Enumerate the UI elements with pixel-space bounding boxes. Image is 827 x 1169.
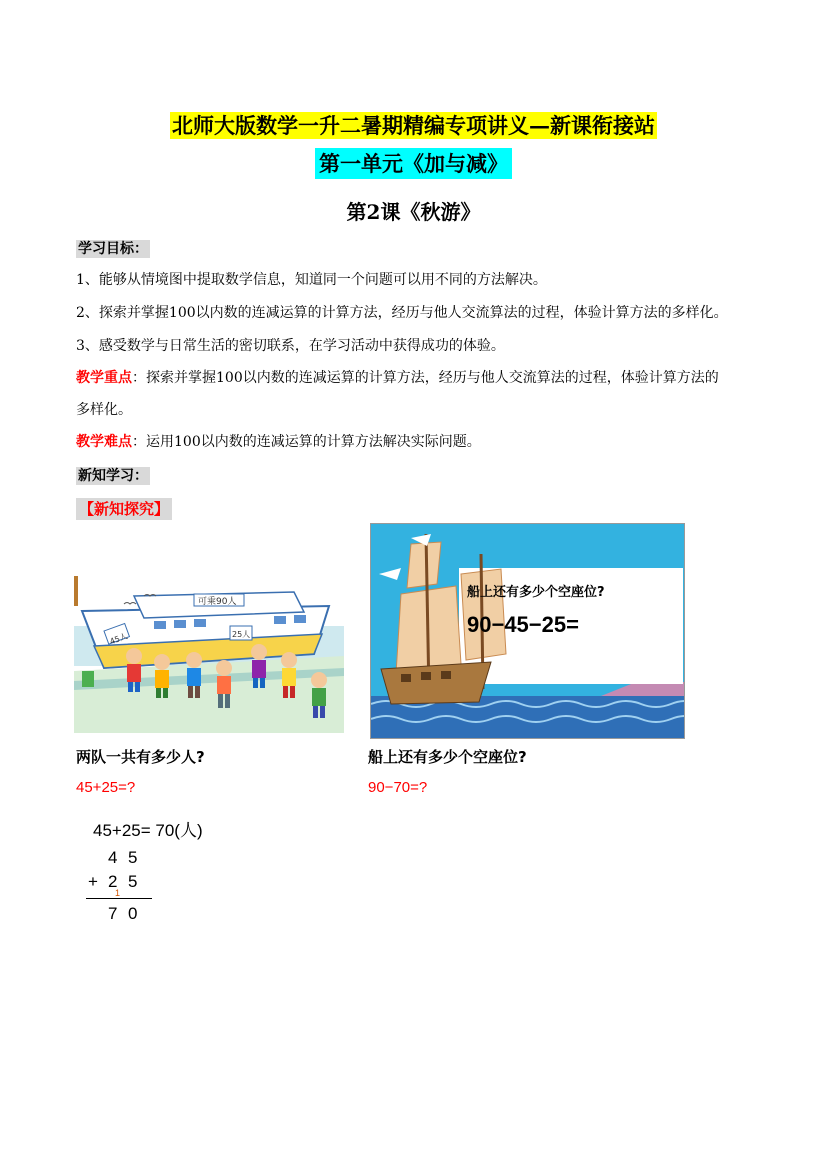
boat-sign-text: 可乘90人: [198, 597, 237, 607]
lesson-title: 第2课《秋游》: [346, 200, 481, 224]
left-question: 两队一共有多少人?: [76, 748, 205, 766]
key-point-continued: 多样化。: [76, 402, 132, 418]
right-formula: 90−70=?: [368, 779, 428, 796]
objectives-heading: 学习目标：: [78, 241, 148, 257]
vertical-digit-tens-1: 4: [108, 848, 118, 867]
vertical-digit-ones-2: 5: [128, 872, 138, 891]
key-point: [76, 368, 796, 388]
boat-scene-svg: [74, 576, 344, 733]
boat-scene-illustration: [74, 576, 344, 733]
board-question-text: 船上还有多少个空座位?: [467, 585, 605, 600]
difficulty: [76, 432, 776, 452]
flag-left-text: 45人: [108, 631, 129, 647]
difficulty-label: 教学难点: [76, 434, 132, 450]
new-learning-heading: 新知学习：: [78, 468, 148, 484]
difficulty-text: ：运用100以内数的连减运算的计算方法解决实际问题。: [132, 434, 481, 450]
right-question: 船上还有多少个空座位?: [368, 748, 527, 766]
vertical-divider-line: [86, 898, 152, 899]
ship-scene-illustration: [370, 523, 685, 739]
objective-3: 3、感受数学与日常生活的密切联系，在学习活动中获得成功的体验。: [76, 338, 505, 354]
vertical-result-tens: 7: [108, 904, 118, 923]
explore-heading: 【新知探究】: [76, 498, 172, 519]
vertical-digit-ones-1: 5: [128, 848, 138, 867]
ship-scene-svg: [371, 524, 684, 738]
vertical-plus-sign: +: [88, 872, 98, 891]
board-formula-text: 90−45−25=: [467, 612, 579, 637]
document-title: 北师大版数学一升二暑期精编专项讲义—新课衔接站: [172, 113, 655, 138]
objective-2: 2、探索并掌握100以内数的连减运算的计算方法，经历与他人交流算法的过程，体验计算方法的多样化。: [76, 305, 728, 321]
vertical-carry-mark: 1: [115, 888, 121, 898]
objective-1: 1、能够从情境图中提取数学信息，知道同一个问题可以用不同的方法解决。: [76, 272, 547, 288]
key-point-text: ：探索并掌握100以内数的连减运算的计算方法，经历与他人交流算法的过程，体验计算方法的: [132, 370, 719, 386]
key-point-label: 教学重点: [76, 370, 132, 386]
vertical-result-ones: 0: [128, 904, 138, 923]
left-formula: 45+25=?: [76, 779, 136, 796]
vertical-digit-tens-2: 2: [108, 872, 118, 891]
flag-right-text: 25人: [232, 630, 251, 639]
unit-title: 第一单元《加与减》: [0, 148, 827, 178]
solution-equation: 45+25= 70(人): [93, 821, 203, 840]
